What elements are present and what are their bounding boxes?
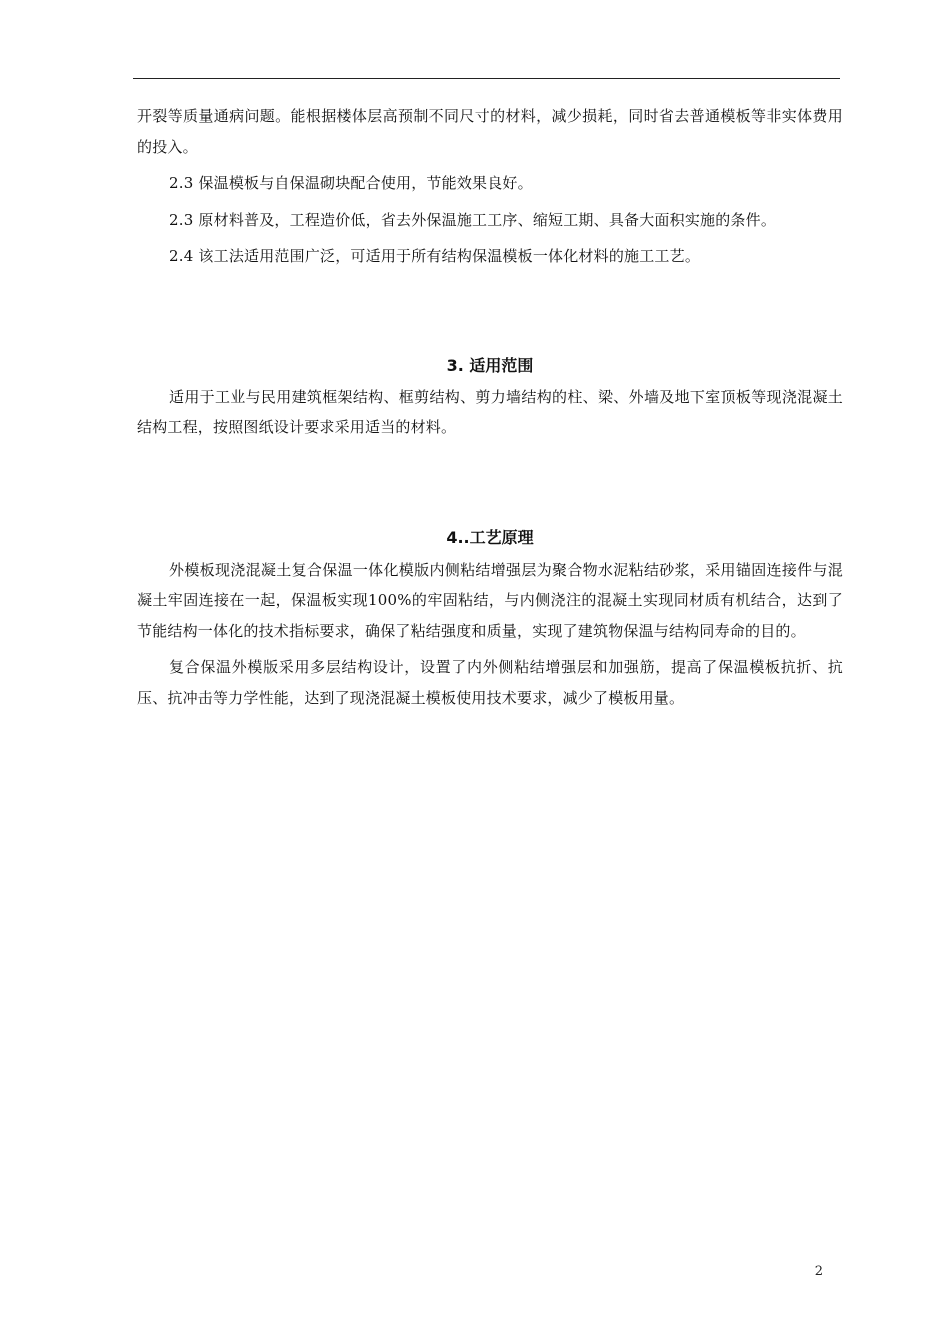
list-item-2-3-b: 2.3 原材料普及，工程造价低，省去外保温施工工序、缩短工期、具备大面积实施的条件。: [169, 210, 777, 229]
list-item-2-4: 2.4 该工法适用范围广泛，可适用于所有结构保温模板一体化材料的施工工艺。: [169, 247, 701, 265]
section-3-paragraph: 适用于工业与民用建筑框架结构、框剪结构、剪力墙结构的柱、梁、外墙及地下室顶板等现浇混凝土结构工程，按照图纸设计要求采用适当的材料。: [137, 387, 843, 436]
section-spacer: [137, 272, 843, 351]
continuation-paragraph: 开裂等质量通病问题。能根据楼体层高预制不同尺寸的材料，减少损耗，同时省去普通模板等非实体费用的投入。: [137, 107, 843, 156]
list-item-2-3-a: 2.3 保温模板与自保温砌块配合使用，节能效果良好。: [169, 174, 533, 192]
document-body: [137, 101, 843, 713]
section-4-paragraph-1: 外模板现浇混凝土复合保温一体化模版内侧粘结增强层为聚合物水泥粘结砂浆，采用锚固连接件与混凝土牢固连接在一起，保温板实现100%的牢固粘结，与内侧浇注的混凝土实现同材质有机结合，达到了节能结构一体化的技术指标要求，确保了粘结强度和质量，实现了建筑物保温与结构同寿命的目的。: [137, 560, 843, 640]
section-4-title: 4..工艺原理: [446, 527, 534, 547]
section-spacer: [137, 443, 843, 523]
page-number: 2: [814, 1264, 823, 1279]
section-4-paragraph-2: 复合保温外模版采用多层结构设计，设置了内外侧粘结增强层和加强筋，提高了保温模板抗折、抗压、抗冲击等力学性能，达到了现浇混凝土模板使用技术要求，减少了模板用量。: [137, 658, 843, 707]
section-3-title: 3. 适用范围: [446, 355, 534, 375]
header-rule: [133, 78, 840, 79]
